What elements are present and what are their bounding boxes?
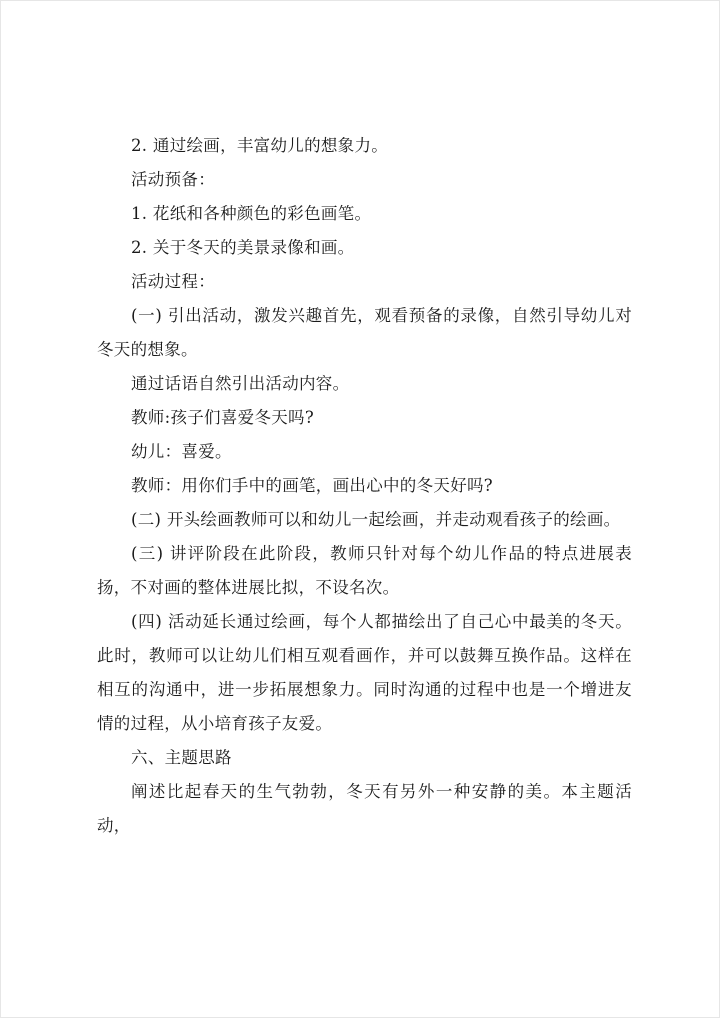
document-body bbox=[97, 129, 632, 843]
dialogue-child-answer: 幼儿：喜爱。 bbox=[131, 442, 232, 461]
paragraph-prep-1: 1. 花纸和各种颜色的彩色画笔。 bbox=[131, 204, 372, 223]
dialogue-teacher-question: 教师:孩子们喜爱冬天吗? bbox=[131, 408, 315, 427]
paragraph-step-4: (四) 活动延长通过绘画，每个人都描绘出了自己心中最美的冬天。此时，教师可以让幼儿们相互观看画作，并可以鼓舞互换作品。这样在相互的沟通中，进一步拓展想象力。同时沟通的过程中也是一个增进友情的过程，从小培育孩子友爱。 bbox=[97, 612, 632, 733]
paragraph-step-1: (一) 引出活动，激发兴趣首先，观看预备的录像，自然引导幼儿对冬天的想象。 bbox=[97, 306, 632, 359]
paragraph-step-2: (二) 开头绘画教师可以和幼儿一起绘画，并走动观看孩子的绘画。 bbox=[131, 510, 621, 529]
paragraph-step-3: (三) 讲评阶段在此阶段，教师只针对每个幼儿作品的特点进展表扬，不对画的整体进展比拟，不设名次。 bbox=[97, 544, 632, 597]
paragraph-goal-2: 2. 通过绘画，丰富幼儿的想象力。 bbox=[131, 136, 389, 155]
paragraph-prep-2: 2. 关于冬天的美景录像和画。 bbox=[131, 238, 355, 257]
paragraph-theme-description: 阐述比起春天的生气勃勃，冬天有另外一种安静的美。本主题活动， bbox=[97, 782, 632, 835]
heading-activity-preparation: 活动预备： bbox=[131, 170, 215, 189]
heading-activity-process: 活动过程： bbox=[131, 272, 215, 291]
dialogue-teacher-request: 教师：用你们手中的画笔，画出心中的冬天好吗? bbox=[131, 476, 493, 495]
paragraph-introduce-content: 通过话语自然引出活动内容。 bbox=[131, 374, 350, 393]
heading-theme-idea: 六、主题思路 bbox=[131, 748, 232, 767]
